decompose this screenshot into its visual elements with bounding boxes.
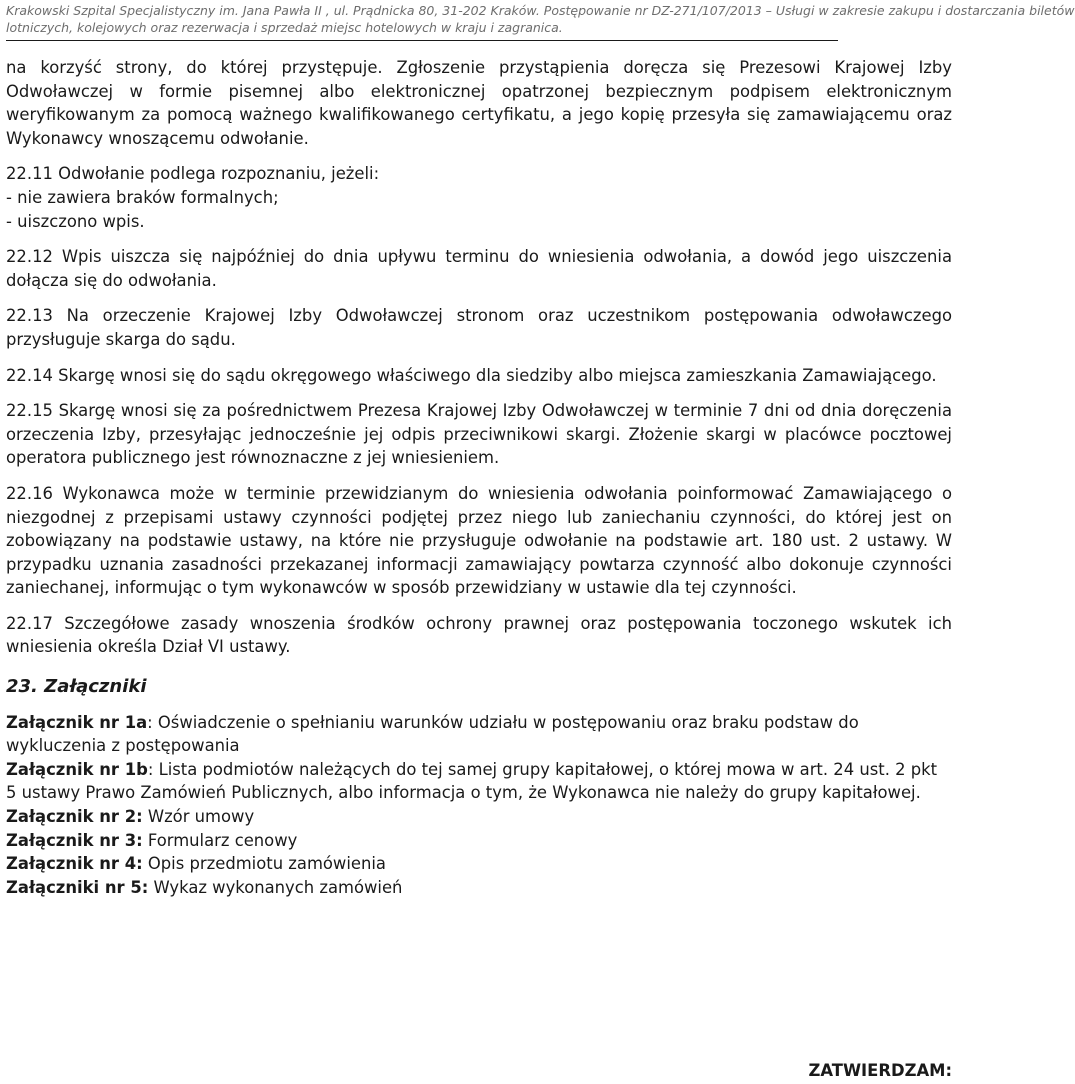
attachment-text: Wykaz wykonanych zamówień [153, 877, 403, 897]
attachment-list [6, 711, 952, 900]
document-header [6, 2, 1075, 36]
paragraph-22-15: 22.15 Skargę wnosi się za pośrednictwem Prezesa Krajowej Izby Odwoławczej w terminie 7 dni od dnia doręczenia orzeczenia Izby, przesyłając jednocześnie jej odpis przeciwnikowi skargi. Złożenie skargi w placówce pocztowej operatora publicznego jest równoznaczne z jej wniesieniem. [6, 401, 952, 468]
attachment-text: Opis przedmiotu zamówienia [147, 854, 386, 874]
approval-label: ZATWIERDZAM: [808, 1061, 952, 1080]
paragraph-22-14: 22.14 Skargę wnosi się do sądu okręgowego właściwego dla siedziby albo miejsca zamieszkania Zamawiającego. [6, 365, 937, 385]
paragraph-22-11-item-1: - nie zawiera braków formalnych; [6, 187, 279, 207]
section-23-title: 23. Załączniki [6, 676, 147, 698]
header-line-2: lotniczych, kolejowych oraz rezerwacja i sprzedaż miejsc hotelowych w kraju i zagranica. [6, 20, 563, 35]
paragraph-22-12: 22.12 Wpis uiszcza się najpóźniej do dnia upływu terminu do wniesienia odwołania, a dowód jego uiszczenia dołącza się do odwołania. [6, 247, 952, 290]
attachment-label: Załącznik nr 2: [6, 807, 143, 827]
attachment-item [6, 805, 952, 829]
attachment-item [6, 876, 952, 900]
attachment-item [6, 711, 952, 758]
paragraph-22-11-item-2: - uiszczono wpis. [6, 211, 145, 231]
header-divider [6, 40, 838, 41]
paragraph-22-11 [6, 162, 952, 233]
document-body [6, 56, 952, 899]
attachment-text: Oświadczenie o spełnianiu warunków udziału w postępowaniu oraz braku podstaw do wykluczenia z postępowania [6, 712, 859, 756]
attachment-label: Załącznik nr 1b [6, 759, 148, 779]
paragraph-22-13: 22.13 Na orzeczenie Krajowej Izby Odwoławczej stronom oraz uczestnikom postępowania odwoławczego przysługuje skarga do sądu. [6, 306, 952, 349]
attachment-item [6, 852, 952, 876]
attachment-label: Załącznik nr 4: [6, 854, 143, 874]
attachment-text: Wzór umowy [147, 807, 255, 827]
attachment-label: Załączniki nr 5: [6, 877, 149, 897]
paragraph-22-17: 22.17 Szczegółowe zasady wnoszenia środków ochrony prawnej oraz postępowania toczonego wskutek ich wniesienia określa Dział VI ustawy. [6, 613, 952, 657]
attachment-label: Załącznik nr 1a [6, 712, 148, 732]
paragraph-22-11-title: 22.11 Odwołanie podlega rozpoznaniu, jeżeli: [6, 164, 380, 184]
paragraph-intro: na korzyść strony, do której przystępuje. Zgłoszenie przystąpienia doręcza się Prezesowi Krajowej Izby Odwoławczej w formie pisemnej albo elektronicznej opatrzonej bezpiecznym podpisem elektronicznym weryfikowanym za pomocą ważnego kwalifikowanego certyfikatu, a jego kopię przesyła się zamawiającemu oraz Wykonawcy wnoszącemu odwołanie. [6, 58, 952, 148]
attachment-item [6, 829, 952, 853]
header-line-1: Krakowski Szpital Specjalistyczny im. Jana Pawła II , ul. Prądnicka 80, 31-202 Kraków. Postępowanie nr DZ-271/107/2013 – Usługi w zakresie zakupu i dostarczania biletów [6, 3, 1075, 18]
attachment-text: Formularz cenowy [147, 830, 298, 850]
attachment-separator: : [147, 759, 159, 779]
attachment-separator: : [147, 712, 158, 732]
attachment-label: Załącznik nr 3: [6, 830, 143, 850]
attachment-item [6, 758, 952, 805]
attachment-text: Lista podmiotów należących do tej samej grupy kapitałowej, o której mowa w art. 24 ust. 2 pkt 5 ustawy Prawo Zamówień Publicznych, albo informacja o tym, że Wykonawca nie należy do grupy kapitałowej. [6, 759, 938, 803]
paragraph-22-16: 22.16 Wykonawca może w terminie przewidzianym do wniesienia odwołania poinformować Zamawiającego o niezgodnej z przepisami ustawy czynności podjętej przez niego lub zaniechaniu czynności, do której jest on zobowiązany na podstawie ustawy, na które nie przysługuje odwołanie na podstawie art. 180 ust. 2 ustawy. W przypadku uznania zasadności przekazanej informacji zamawiający powtarza czynność albo dokonuje czynności zaniechanej, informując o tym wykonawców w sposób przewidziany w ustawie dla tej czynności. [6, 483, 952, 598]
